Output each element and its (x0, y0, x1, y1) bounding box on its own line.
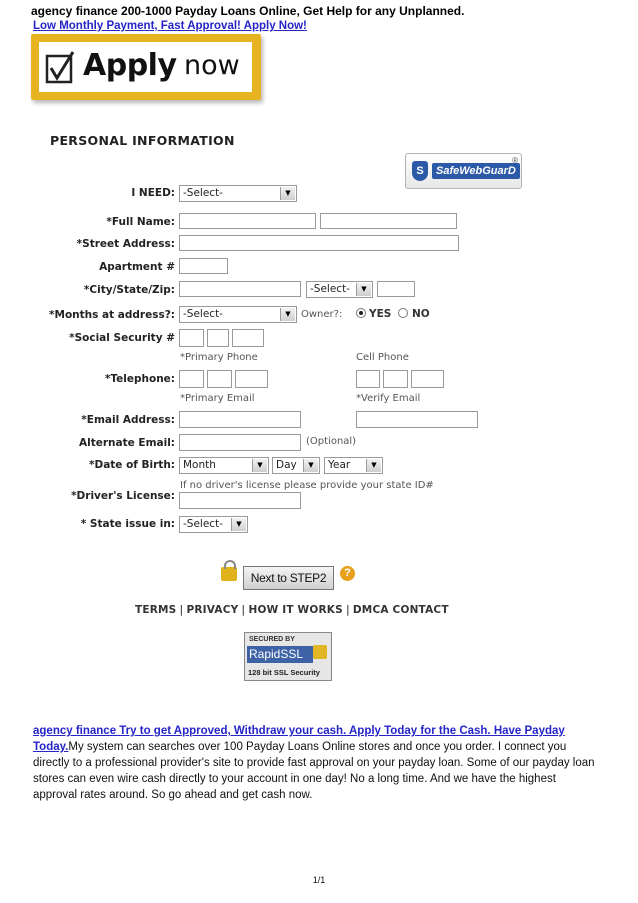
apartment-input[interactable] (179, 258, 228, 274)
owner-yes-label: YES (369, 308, 392, 320)
page-title: agency finance 200-1000 Payday Loans Online, Get Help for any Unplanned. (31, 4, 465, 18)
dropdown-arrow-icon: ▼ (231, 518, 246, 531)
ssn-part3-input[interactable] (232, 329, 264, 347)
apply-now-banner[interactable] (31, 34, 261, 100)
verify-email-input[interactable] (356, 411, 478, 428)
street-label: *Street Address: (76, 238, 175, 250)
terms-link[interactable]: TERMS (135, 604, 177, 616)
owner-no-radio[interactable] (398, 308, 408, 318)
ssn-part1-input[interactable] (179, 329, 204, 347)
verify-email-hint: *Verify Email (356, 393, 421, 404)
help-icon[interactable]: ? (340, 566, 355, 581)
city-input[interactable] (179, 281, 301, 297)
safewebguard-label: SafeWebGuarD (432, 163, 520, 179)
dob-label: *Date of Birth: (89, 459, 175, 471)
owner-label: Owner?: (301, 309, 343, 320)
ssl-brand: RapidSSL (247, 646, 313, 663)
last-name-input[interactable] (320, 213, 457, 229)
dob-month-select[interactable] (179, 457, 269, 474)
dob-day-value: Day (276, 459, 297, 471)
months-select-value: -Select- (183, 308, 223, 320)
full-name-label: *Full Name: (106, 216, 175, 228)
cell-area-input[interactable] (356, 370, 380, 388)
city-state-zip-label: *City/State/Zip: (83, 284, 175, 296)
state-select-value: -Select- (310, 283, 350, 295)
phone-area-input[interactable] (179, 370, 204, 388)
owner-yes-radio[interactable] (356, 308, 366, 318)
primary-email-hint: *Primary Email (180, 393, 255, 404)
state-issue-value: -Select- (183, 518, 223, 530)
dob-day-select[interactable] (272, 457, 320, 474)
padlock-icon (313, 645, 327, 659)
state-issue-select[interactable] (179, 516, 248, 533)
separator: | (241, 604, 246, 616)
apply-promo-link[interactable]: Low Monthly Payment, Fast Approval! Apply Now! (33, 20, 307, 32)
how-it-works-link[interactable]: HOW IT WORKS (248, 604, 343, 616)
dropdown-arrow-icon: ▼ (303, 459, 318, 472)
need-label: I NEED: (131, 187, 175, 199)
safewebguard-badge (405, 153, 522, 189)
license-input[interactable] (179, 492, 301, 509)
cell-phone-hint: Cell Phone (356, 352, 409, 363)
license-note: If no driver's license please provide your state ID# (180, 480, 434, 491)
months-label: *Months at address?: (49, 309, 175, 321)
ssl-strength: 128 bit SSL Security (248, 668, 320, 677)
lock-icon (221, 567, 237, 581)
now-word: now (184, 50, 240, 81)
ssn-label: *Social Security # (69, 332, 175, 344)
apply-now-panel (39, 42, 252, 92)
cell-line-input[interactable] (411, 370, 444, 388)
cell-prefix-input[interactable] (383, 370, 408, 388)
phone-prefix-input[interactable] (207, 370, 232, 388)
ssn-part2-input[interactable] (207, 329, 229, 347)
dropdown-arrow-icon: ▼ (280, 187, 295, 200)
months-select[interactable] (179, 306, 297, 323)
dropdown-arrow-icon: ▼ (356, 283, 371, 296)
shield-icon: S (412, 161, 428, 181)
state-select[interactable] (306, 281, 373, 298)
dmca-contact-link[interactable]: DMCA CONTACT (352, 604, 449, 616)
zip-input[interactable] (377, 281, 415, 297)
alt-email-input[interactable] (179, 434, 301, 451)
ssl-secured-by: SECURED BY (249, 636, 295, 643)
footer-links (135, 604, 449, 616)
checkbox-check-icon (45, 50, 75, 84)
dob-month-value: Month (183, 459, 216, 471)
body-paragraph (33, 723, 603, 803)
privacy-link[interactable]: PRIVACY (186, 604, 239, 616)
phone-line-input[interactable] (235, 370, 268, 388)
telephone-label: *Telephone: (104, 373, 175, 385)
separator: | (179, 604, 184, 616)
first-name-input[interactable] (179, 213, 316, 229)
email-label: *Email Address: (81, 414, 175, 426)
dob-year-value: Year (328, 459, 351, 471)
registered-mark: ® (512, 156, 518, 165)
need-select-value: -Select- (183, 187, 223, 199)
apartment-label: Apartment # (99, 261, 175, 273)
email-input[interactable] (179, 411, 301, 428)
need-select[interactable] (179, 185, 297, 202)
rapidssl-badge (244, 632, 332, 681)
primary-phone-hint: *Primary Phone (180, 352, 258, 363)
dropdown-arrow-icon: ▼ (252, 459, 267, 472)
optional-hint: (Optional) (306, 436, 357, 447)
body-text: My system can searches over 100 Payday Loans Online stores and once you order. I connect you directly to a professional provider's site to provide fast approval on your payday loan. Some of our payday loan stores can even wire cash directly to your account in one day! No a long time. And we have the highest approval rates around. So go ahead and get cash now. (33, 741, 595, 801)
dropdown-arrow-icon: ▼ (366, 459, 381, 472)
state-issue-label: * State issue in: (80, 518, 175, 530)
section-heading: PERSONAL INFORMATION (50, 133, 235, 148)
street-input[interactable] (179, 235, 459, 251)
page-number: 1/1 (312, 875, 326, 885)
apply-word: Apply (83, 48, 177, 83)
alt-email-label: Alternate Email: (79, 437, 175, 449)
next-step-button[interactable]: Next to STEP2 (243, 566, 334, 590)
dropdown-arrow-icon: ▼ (280, 308, 295, 321)
separator: | (345, 604, 350, 616)
apply-today-link[interactable]: agency finance Try to get Approved, Withdraw your cash. Apply Today for the Cash. Have Payday Today. (33, 725, 565, 753)
license-label: *Driver's License: (71, 490, 175, 502)
dob-year-select[interactable] (324, 457, 383, 474)
owner-no-label: NO (412, 308, 430, 320)
